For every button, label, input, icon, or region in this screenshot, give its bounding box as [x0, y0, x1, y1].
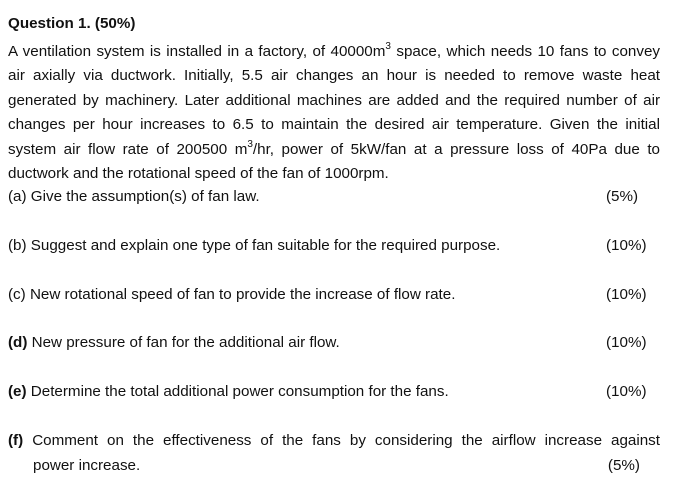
part-c-label: (c): [8, 286, 26, 303]
intro-text-2: space, which needs 10 fans to convey air axially via ductwork. Initially, 5.5 air changes an hour is needed to remove waste heat generated by machinery. Later additional machines are added and the required number of air changes per hour increases to 6.5 to maintain the desired air temperature. Given the initial system air flow rate of 200500 m: [8, 43, 660, 158]
part-f-text-line1: Comment on the effectiveness of the fans by considering the airflow increase against: [23, 432, 660, 449]
part-a-marks: (5%): [606, 188, 639, 205]
part-b: [8, 234, 660, 258]
part-d: [8, 331, 660, 355]
part-a-text: Give the assumption(s) of fan law.: [26, 188, 260, 205]
part-b-marks: (10%): [606, 237, 647, 254]
part-e-text: Determine the total additional power consumption for the fans.: [26, 383, 449, 400]
part-c-marks: (10%): [606, 286, 647, 303]
part-d-label: (d): [8, 334, 28, 351]
part-a: [8, 185, 660, 209]
part-f-marks: (5%): [607, 457, 640, 474]
part-a-label: (a): [8, 188, 27, 205]
part-d-marks: (10%): [606, 334, 647, 351]
intro-text-1: A ventilation system is installed in a factory, of 40000m: [8, 43, 386, 60]
part-f: [8, 428, 660, 478]
part-d-text: New pressure of fan for the additional air flow.: [27, 334, 340, 351]
part-b-label: (b): [8, 237, 27, 254]
part-f-label: (f): [8, 432, 24, 449]
intro-text-3: /hr, power of 5kW/fan at a pressure loss of 40Pa due to ductwork and the rotational speed of the fan of 1000rpm.: [8, 140, 660, 183]
intro-superscript-2: 3: [247, 138, 253, 150]
part-c-text: New rotational speed of fan to provide the increase of flow rate.: [25, 286, 456, 303]
part-e-label: (e): [8, 383, 27, 400]
part-b-text: Suggest and explain one type of fan suitable for the required purpose.: [26, 237, 501, 254]
question-title: Question 1. (50%): [8, 15, 136, 32]
part-c: [8, 283, 660, 307]
part-e-marks: (10%): [606, 383, 647, 400]
intro-superscript-1: 3: [385, 40, 391, 52]
part-e: [8, 380, 660, 404]
part-f-text-line2: power increase.: [33, 457, 141, 474]
question-intro: [8, 40, 660, 186]
